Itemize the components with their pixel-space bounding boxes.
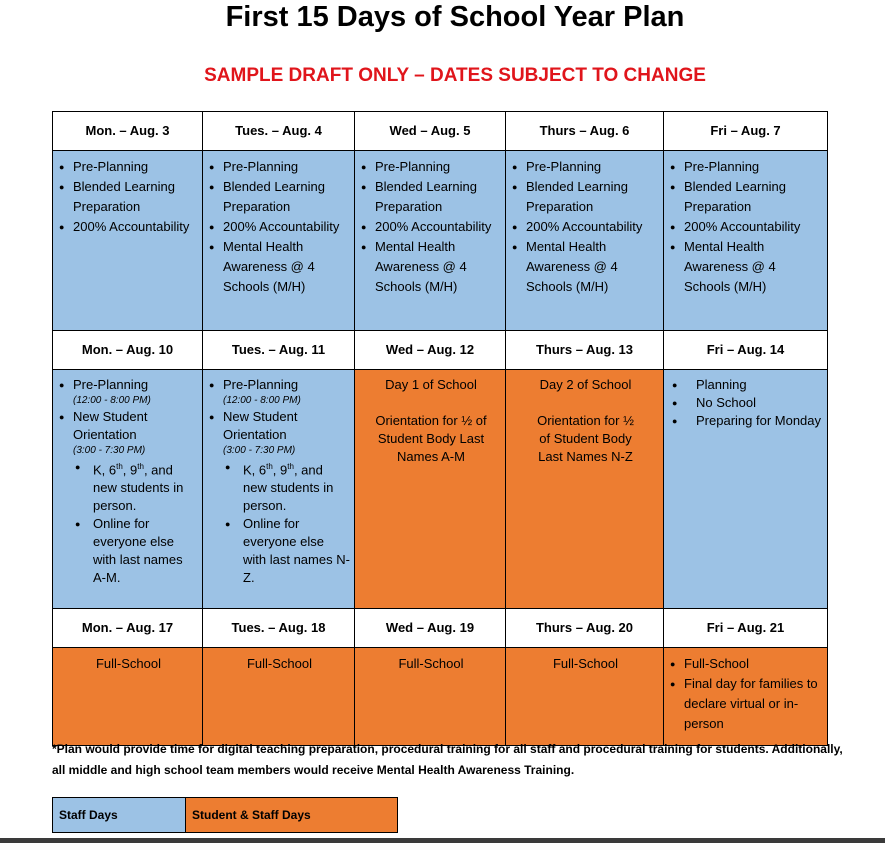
- day-header: Mon. – Aug. 17: [53, 609, 203, 648]
- page-subtitle: SAMPLE DRAFT ONLY – DATES SUBJECT TO CHANGE: [204, 65, 706, 86]
- list-item: ● Mental Health Awareness @ 4 Schools (M/H): [209, 237, 350, 297]
- list-item: ● Pre-Planning: [59, 157, 198, 177]
- page-title: First 15 Days of School Year Plan: [225, 1, 685, 33]
- school-day-label: Day 1 of School: [385, 377, 477, 392]
- day-cell-aug-17: Full-School: [53, 648, 203, 746]
- list-item: ● Mental Health Awareness @ 4 Schools (M/H): [670, 237, 823, 297]
- list-item: ● Planning: [670, 376, 823, 394]
- day-cell-aug-10: [53, 370, 203, 609]
- day-header: Mon. – Aug. 3: [53, 112, 203, 151]
- week2-header-row: [53, 331, 828, 370]
- day-header: Fri – Aug. 14: [664, 331, 828, 370]
- day-header: Wed – Aug. 5: [355, 112, 506, 151]
- bottom-scrollbar[interactable]: [0, 838, 885, 843]
- legend: [52, 797, 398, 833]
- week3-body-row: [53, 648, 828, 746]
- list-item: ● Blended Learning Preparation: [209, 177, 350, 217]
- day-header: Thurs – Aug. 13: [506, 331, 664, 370]
- list-item: ● Blended Learning Preparation: [361, 177, 501, 217]
- day-header: Mon. – Aug. 10: [53, 331, 203, 370]
- week3-header-row: [53, 609, 828, 648]
- list-item: ● No School: [670, 394, 823, 412]
- day-cell-aug-21: [664, 648, 828, 746]
- list-item: ● New Student Orientation (3:00 - 7:30 PM) ● K, 6th, 9th, and new students in person. ● Online for everyone else with last names A-M.: [59, 408, 198, 587]
- day-cell-aug-7: [664, 151, 828, 331]
- list-item: ● Final day for families to declare virtual or in-person: [670, 674, 823, 734]
- day-header: Tues. – Aug. 4: [203, 112, 355, 151]
- day-cell-aug-19: Full-School: [355, 648, 506, 746]
- footnote: *Plan would provide time for digital teaching preparation, procedural training for all staff and procedural training for students. Additionally, all middle and high school team members would receive Mental Health Awareness Training.: [52, 742, 843, 777]
- week1-header-row: [53, 112, 828, 151]
- list-item: ● Pre-Planning (12:00 - 8:00 PM): [59, 376, 198, 408]
- list-item: ● Blended Learning Preparation: [59, 177, 198, 217]
- list-item: ● Pre-Planning: [361, 157, 501, 177]
- day-cell-aug-5: [355, 151, 506, 331]
- list-item: ● Mental Health Awareness @ 4 Schools (M/H): [361, 237, 501, 297]
- list-item: ● 200% Accountability: [209, 217, 350, 237]
- list-item: ● Preparing for Monday: [670, 412, 823, 430]
- list-item: ● 200% Accountability: [512, 217, 659, 237]
- sub-list-item: ● K, 6th, 9th, and new students in person.: [223, 458, 350, 515]
- list-item: ● Blended Learning Preparation: [670, 177, 823, 217]
- day-cell-aug-4: [203, 151, 355, 331]
- sub-list-item: ● Online for everyone else with last names A-M.: [73, 515, 198, 587]
- list-item: ● 200% Accountability: [59, 217, 198, 237]
- day-header: Fri – Aug. 21: [664, 609, 828, 648]
- day-cell-aug-11: [203, 370, 355, 609]
- list-item: ● 200% Accountability: [361, 217, 501, 237]
- day-cell-aug-18: Full-School: [203, 648, 355, 746]
- day-cell-aug-13: [506, 370, 664, 609]
- calendar-table: [52, 111, 828, 746]
- day-header: Wed – Aug. 12: [355, 331, 506, 370]
- day-header: Thurs – Aug. 20: [506, 609, 664, 648]
- day-header: Wed – Aug. 19: [355, 609, 506, 648]
- legend-student-staff-days: Student & Staff Days: [186, 798, 398, 833]
- sub-list-item: ● Online for everyone else with last names N-Z.: [223, 515, 350, 587]
- list-item: ● Pre-Planning: [670, 157, 823, 177]
- list-item: ● Pre-Planning (12:00 - 8:00 PM): [209, 376, 350, 408]
- day-cell-aug-6: [506, 151, 664, 331]
- list-item: ● Blended Learning Preparation: [512, 177, 659, 217]
- day-header: Fri – Aug. 7: [664, 112, 828, 151]
- day-cell-aug-12: [355, 370, 506, 609]
- list-item: ● Full-School: [670, 654, 823, 674]
- list-item: ● Pre-Planning: [512, 157, 659, 177]
- day-cell-aug-20: Full-School: [506, 648, 664, 746]
- day-header: Tues. – Aug. 11: [203, 331, 355, 370]
- day-cell-aug-14: [664, 370, 828, 609]
- legend-staff-days: Staff Days: [53, 798, 186, 833]
- school-day-label: Day 2 of School: [539, 377, 632, 392]
- orientation-note: Orientation for ½ of Student Body Last Names N-Z: [537, 413, 634, 464]
- list-item: ● New Student Orientation (3:00 - 7:30 PM) ● K, 6th, 9th, and new students in person. ● Online for everyone else with last names N-Z.: [209, 408, 350, 587]
- day-header: Thurs – Aug. 6: [506, 112, 664, 151]
- day-cell-aug-3: [53, 151, 203, 331]
- list-item: ● Mental Health Awareness @ 4 Schools (M/H): [512, 237, 659, 297]
- week1-body-row: [53, 151, 828, 331]
- week2-body-row: [53, 370, 828, 609]
- list-item: ● Pre-Planning: [209, 157, 350, 177]
- sub-list-item: ● K, 6th, 9th, and new students in person.: [73, 458, 198, 515]
- day-header: Tues. – Aug. 18: [203, 609, 355, 648]
- list-item: ● 200% Accountability: [670, 217, 823, 237]
- orientation-note: Orientation for ½ of Student Body Last Names A-M: [375, 413, 487, 464]
